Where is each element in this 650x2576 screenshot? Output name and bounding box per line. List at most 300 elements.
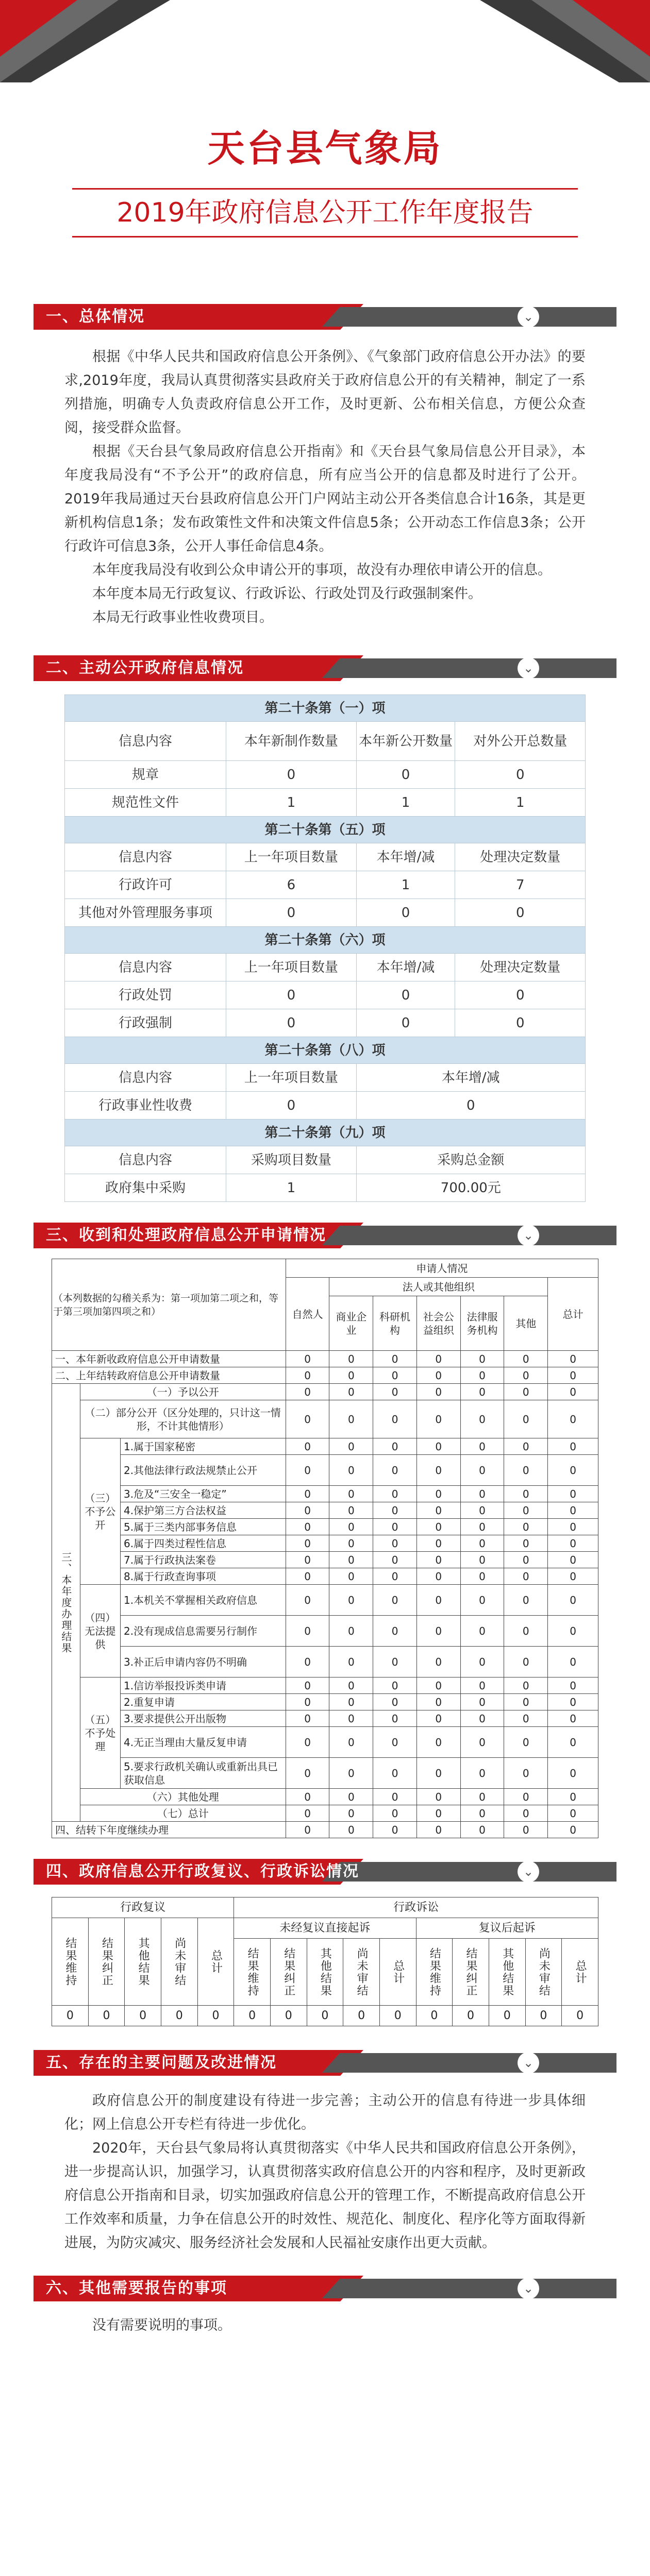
value-cell: 0 (329, 1694, 373, 1710)
value-cell: 0 (286, 1351, 329, 1367)
value-cell: 0 (548, 1694, 598, 1710)
block-title: 第二十条第（五）项 (65, 817, 586, 843)
cell: 6 (226, 871, 357, 899)
col-header: 总计 (562, 1939, 598, 2006)
section-header-2[interactable] (34, 655, 616, 681)
value-cell: 0 (525, 2006, 562, 2026)
review-litigation-table (52, 1897, 598, 2026)
value-cell: 0 (416, 1502, 460, 1519)
col-header: 其他 (504, 1296, 548, 1351)
value-cell: 0 (562, 2006, 598, 2026)
value-cell: 0 (373, 1694, 417, 1710)
col-header: 尚未审结 (343, 1939, 380, 2006)
col-header: 其他结果 (307, 1939, 343, 2006)
corner-note: （本列数据的勾稽关系为：第一项加第二项之和，等于第三项加第四项之和） (52, 1259, 286, 1351)
cell: 0 (356, 1092, 585, 1120)
col-header: 法律服务机构 (460, 1296, 504, 1351)
row-label: （一）予以公开 (80, 1384, 286, 1400)
row-label: 3.要求提供公开出版物 (120, 1710, 286, 1727)
value-cell: 0 (548, 1438, 598, 1455)
value-cell: 0 (416, 1367, 460, 1384)
value-cell: 0 (286, 1519, 329, 1535)
value-cell: 0 (286, 1677, 329, 1694)
value-cell: 0 (343, 2006, 380, 2026)
col-header: 结果维持 (52, 1918, 89, 2006)
value-cell: 0 (329, 1677, 373, 1694)
col-header: 尚未审结 (525, 1939, 562, 2006)
col-header: 信息内容 (65, 722, 226, 761)
cell: 0 (226, 1009, 357, 1037)
value-cell: 0 (504, 1502, 548, 1519)
value-cell: 0 (373, 1535, 417, 1552)
paragraph: 根据《中华人民共和国政府信息公开条例》、《气象部门政府信息公开办法》的要求,2019年度，我局认真贯彻落实县政府关于政府信息公开的有关精神，制定了一系列措施，明确专人负责政府信息公开工作，及时更新、公布相关信息，方便公众查阅，接受群众监督。 (64, 349, 586, 436)
col-header: 总计 (379, 1939, 416, 2006)
col-header: 本年增/减 (356, 954, 455, 981)
cell: 0 (226, 761, 357, 789)
value-cell: 0 (373, 1822, 417, 1838)
value-cell: 0 (373, 1351, 417, 1367)
value-cell: 0 (416, 1789, 460, 1805)
section-header-3[interactable] (34, 1223, 616, 1248)
corner-decoration-top-right (480, 0, 650, 82)
value-cell: 0 (329, 1552, 373, 1568)
col-header: 未经复议直接起诉 (234, 1918, 416, 1939)
section-header-6[interactable] (34, 2276, 616, 2301)
value-cell: 0 (460, 1647, 504, 1677)
value-cell: 0 (460, 1384, 504, 1400)
chevron-down-icon[interactable]: ⌄ (518, 657, 539, 679)
corner-decoration-top-left (0, 0, 170, 82)
value-cell: 0 (460, 1758, 504, 1789)
col-header: 本年增/减 (356, 1064, 585, 1092)
section-header-4[interactable] (34, 1859, 616, 1885)
value-cell: 0 (416, 1647, 460, 1677)
col-header: 本年增/减 (356, 843, 455, 871)
value-cell: 0 (416, 1486, 460, 1502)
value-cell: 0 (548, 1789, 598, 1805)
value-cell: 0 (373, 1438, 417, 1455)
value-cell: 0 (329, 1400, 373, 1438)
value-cell: 0 (416, 1535, 460, 1552)
value-cell: 0 (504, 1727, 548, 1758)
value-cell: 0 (307, 2006, 343, 2026)
value-cell: 0 (88, 2006, 125, 2026)
row-label: 2.重复申请 (120, 1694, 286, 1710)
value-cell: 0 (373, 1727, 417, 1758)
value-cell: 0 (373, 1568, 417, 1585)
value-cell: 0 (286, 1710, 329, 1727)
col-header: 结果纠正 (453, 1939, 489, 2006)
col-header: 总计 (197, 1918, 234, 2006)
row-label: 1.信访举报投诉类申请 (120, 1677, 286, 1694)
value-cell: 0 (416, 1552, 460, 1568)
section-header-1[interactable] (34, 304, 616, 330)
value-cell: 0 (460, 1585, 504, 1616)
value-cell: 0 (460, 1552, 504, 1568)
value-cell: 0 (286, 1647, 329, 1677)
paragraph: 本年度我局没有收到公众申请公开的事项，故没有办理依申请公开的信息。 (92, 562, 552, 578)
proactive-disclosure-table (64, 694, 586, 1202)
section-header-5[interactable] (34, 2050, 616, 2076)
cell: 0 (455, 1009, 586, 1037)
value-cell: 0 (373, 1519, 417, 1535)
row-label: 6.属于四类过程性信息 (120, 1535, 286, 1552)
value-cell: 0 (504, 1616, 548, 1647)
value-cell: 0 (329, 1585, 373, 1616)
value-cell: 0 (373, 1502, 417, 1519)
value-cell: 0 (373, 1367, 417, 1384)
col-header: 信息内容 (65, 954, 226, 981)
value-cell: 0 (286, 1438, 329, 1455)
value-cell: 0 (416, 1455, 460, 1486)
value-cell: 0 (416, 1822, 460, 1838)
col-header: 尚未审结 (161, 1918, 197, 2006)
row-label: 3.危及“三安全一稳定” (120, 1486, 286, 1502)
paragraph: 2020年，天台县气象局将认真贯彻落实《中华人民共和国政府信息公开条例》，进一步提高认识，加强学习，认真贯彻落实政府信息公开的内容和程序，及时更新政府信息公开指南和目录，切实加强政府信息公开的管理工作，不断提高政府信息公开工作效率和质量，力争在信息公开的时效性、规范化、制度化、程序化等方面取得新进展，为防灾减灾、服务经济社会发展和人民福祉安康作出更大贡献。 (64, 2140, 586, 2251)
col-header: 本年新公开数量 (356, 722, 455, 761)
cell: 1 (356, 871, 455, 899)
value-cell: 0 (329, 1822, 373, 1838)
value-cell: 0 (379, 2006, 416, 2026)
value-cell: 0 (460, 1519, 504, 1535)
value-cell: 0 (548, 1585, 598, 1616)
chevron-down-icon[interactable]: ⌄ (518, 306, 539, 328)
value-cell: 0 (453, 2006, 489, 2026)
value-cell: 0 (504, 1552, 548, 1568)
value-cell: 0 (125, 2006, 161, 2026)
value-cell: 0 (286, 1367, 329, 1384)
col-header: 上一年项目数量 (226, 954, 357, 981)
value-cell: 0 (504, 1710, 548, 1727)
col-header: 自然人 (286, 1278, 329, 1351)
value-cell: 0 (416, 1616, 460, 1647)
value-cell: 0 (460, 1455, 504, 1486)
value-cell: 0 (548, 1647, 598, 1677)
group-label: （四）无法提供 (80, 1585, 120, 1677)
value-cell: 0 (286, 1552, 329, 1568)
value-cell: 0 (460, 1822, 504, 1838)
section-title: 六、其他需要报告的事项 (46, 2279, 227, 2297)
value-cell: 0 (548, 1677, 598, 1694)
col-header: 结果纠正 (88, 1918, 125, 2006)
section-title: 二、主动公开政府信息情况 (46, 659, 244, 677)
value-cell: 0 (504, 1789, 548, 1805)
col-header: 本年新制作数量 (226, 722, 357, 761)
cell: 行政许可 (65, 871, 226, 899)
value-cell: 0 (460, 1351, 504, 1367)
section-title: 五、存在的主要问题及改进情况 (46, 2054, 277, 2072)
cell: 0 (455, 981, 586, 1009)
value-cell: 0 (286, 1616, 329, 1647)
value-cell: 0 (504, 1585, 548, 1616)
cell: 1 (455, 789, 586, 817)
section-title: 三、收到和处理政府信息公开申请情况 (46, 1226, 326, 1244)
value-cell: 0 (329, 1647, 373, 1677)
cell: 0 (226, 1092, 357, 1120)
value-cell: 0 (548, 1552, 598, 1568)
value-cell: 0 (416, 1758, 460, 1789)
row-label: 4.无正当理由大量反复申请 (120, 1727, 286, 1758)
row-label: 二、上年结转政府信息公开申请数量 (52, 1367, 286, 1384)
value-cell: 0 (548, 1758, 598, 1789)
row-label: 四、结转下年度继续办理 (52, 1822, 286, 1838)
value-cell: 0 (286, 1727, 329, 1758)
value-cell: 0 (460, 1568, 504, 1585)
value-cell: 0 (548, 1455, 598, 1486)
paragraph: 没有需要说明的事项。 (92, 2317, 231, 2333)
value-cell: 0 (329, 1351, 373, 1367)
value-cell: 0 (460, 1616, 504, 1647)
block-title: 第二十条第（九）项 (65, 1120, 586, 1146)
value-cell: 0 (416, 1384, 460, 1400)
value-cell: 0 (548, 1727, 598, 1758)
value-cell: 0 (416, 1727, 460, 1758)
block-title: 第二十条第（八）项 (65, 1037, 586, 1064)
row-label: 4.保护第三方合法权益 (120, 1502, 286, 1519)
value-cell: 0 (373, 1455, 417, 1486)
row-label: （二）部分公开（区分处理的，只计这一情形，不计其他情形） (80, 1400, 286, 1438)
value-cell: 0 (286, 1384, 329, 1400)
row-label: （六）其他处理 (80, 1789, 286, 1805)
value-cell: 0 (416, 1400, 460, 1438)
value-cell: 0 (286, 1568, 329, 1585)
value-cell: 0 (329, 1519, 373, 1535)
value-cell: 0 (504, 1677, 548, 1694)
value-cell: 0 (329, 1384, 373, 1400)
value-cell: 0 (460, 1710, 504, 1727)
paragraph: 政府信息公开的制度建设有待进一步完善；主动公开的信息有待进一步具体细化；网上信息公开专栏有待进一步优化。 (64, 2093, 586, 2132)
block-title: 第二十条第（六）项 (65, 927, 586, 954)
value-cell: 0 (460, 1400, 504, 1438)
value-cell: 0 (548, 1822, 598, 1838)
value-cell: 0 (329, 1455, 373, 1486)
value-cell: 0 (548, 1351, 598, 1367)
value-cell: 0 (373, 1552, 417, 1568)
cell: 行政处罚 (65, 981, 226, 1009)
row-label: 2.没有现成信息需要另行制作 (120, 1616, 286, 1647)
value-cell: 0 (548, 1616, 598, 1647)
value-cell: 0 (548, 1384, 598, 1400)
value-cell: 0 (504, 1519, 548, 1535)
col-header: 结果维持 (234, 1939, 271, 2006)
value-cell: 0 (504, 1805, 548, 1822)
cell: 0 (455, 761, 586, 789)
col-header: 总计 (548, 1278, 598, 1351)
value-cell: 0 (373, 1677, 417, 1694)
value-cell: 0 (504, 1822, 548, 1838)
value-cell: 0 (329, 1805, 373, 1822)
chevron-down-icon[interactable]: ⌄ (518, 1225, 539, 1246)
value-cell: 0 (329, 1727, 373, 1758)
cell: 700.00元 (356, 1174, 585, 1202)
value-cell: 0 (504, 1455, 548, 1486)
value-cell: 0 (286, 1535, 329, 1552)
value-cell: 0 (416, 1568, 460, 1585)
cell: 0 (356, 899, 455, 927)
group-label: 三、本年度办理结果 (52, 1384, 80, 1822)
row-label: 8.属于行政查询事项 (120, 1568, 286, 1585)
value-cell: 0 (373, 1486, 417, 1502)
value-cell: 0 (548, 1486, 598, 1502)
value-cell: 0 (286, 1455, 329, 1486)
value-cell: 0 (373, 1400, 417, 1438)
col-header: 对外公开总数量 (455, 722, 586, 761)
value-cell: 0 (460, 1677, 504, 1694)
value-cell: 0 (416, 1710, 460, 1727)
value-cell: 0 (416, 1585, 460, 1616)
value-cell: 0 (373, 1710, 417, 1727)
block-title: 第二十条第（一）项 (65, 695, 586, 722)
value-cell: 0 (373, 1585, 417, 1616)
chevron-down-icon[interactable]: ⌄ (518, 2278, 539, 2299)
value-cell: 0 (373, 1616, 417, 1647)
value-cell: 0 (329, 1535, 373, 1552)
cell: 1 (226, 1174, 357, 1202)
col-header: 上一年项目数量 (226, 1064, 357, 1092)
value-cell: 0 (548, 1805, 598, 1822)
section-5-body (64, 2089, 586, 2255)
value-cell: 0 (416, 1805, 460, 1822)
group-label: （三）不予公开 (80, 1438, 120, 1585)
cell: 0 (356, 981, 455, 1009)
paragraph: 根据《天台县气象局政府信息公开指南》和《天台县气象局信息公开目录》，本年度我局没有“不予公开”的政府信息，所有应当公开的信息都及时进行了公开。2019年我局通过天台县政府信息公开门户网站主动公开各类信息合计16条，其是更新机构信息1条；发布政策性文件和决策文件信息5条；公开动态工作信息3条；公开行政许可信息3条，公开人事任命信息4条。 (64, 444, 586, 554)
value-cell: 0 (329, 1710, 373, 1727)
value-cell: 0 (548, 1400, 598, 1438)
value-cell: 0 (234, 2006, 271, 2026)
paragraph: 本年度本局无行政复议、行政诉讼、行政处罚及行政强制案件。 (92, 586, 482, 602)
value-cell: 0 (270, 2006, 307, 2026)
col-header: 法人或其他组织 (329, 1278, 548, 1296)
value-cell: 0 (161, 2006, 197, 2026)
value-cell: 0 (548, 1519, 598, 1535)
cell: 行政事业性收费 (65, 1092, 226, 1120)
cell: 规范性文件 (65, 789, 226, 817)
cell: 规章 (65, 761, 226, 789)
row-label: 3.补正后申请内容仍不明确 (120, 1647, 286, 1677)
report-header (0, 0, 650, 258)
value-cell: 0 (460, 1438, 504, 1455)
chevron-down-icon[interactable]: ⌄ (518, 1861, 539, 1883)
row-label: 一、本年新收政府信息公开申请数量 (52, 1351, 286, 1367)
col-header: 行政诉讼 (234, 1897, 598, 1918)
value-cell: 0 (286, 1400, 329, 1438)
cell: 政府集中采购 (65, 1174, 226, 1202)
value-cell: 0 (548, 1367, 598, 1384)
cell: 0 (455, 899, 586, 927)
value-cell: 0 (548, 1502, 598, 1519)
row-label: 5.属于三类内部事务信息 (120, 1519, 286, 1535)
value-cell: 0 (52, 2006, 89, 2026)
cell: 0 (356, 761, 455, 789)
value-cell: 0 (286, 1486, 329, 1502)
value-cell: 0 (329, 1367, 373, 1384)
value-cell: 0 (460, 1694, 504, 1710)
value-cell: 0 (286, 1822, 329, 1838)
value-cell: 0 (416, 1351, 460, 1367)
col-header: 科研机构 (373, 1296, 417, 1351)
value-cell: 0 (416, 1519, 460, 1535)
value-cell: 0 (416, 2006, 453, 2026)
row-label: 2.其他法律行政法规禁止公开 (120, 1455, 286, 1486)
value-cell: 0 (504, 1367, 548, 1384)
value-cell: 0 (460, 1805, 504, 1822)
value-cell: 0 (504, 1486, 548, 1502)
col-header: 社会公益组织 (416, 1296, 460, 1351)
value-cell: 0 (504, 1568, 548, 1585)
value-cell: 0 (548, 1535, 598, 1552)
section-title: 四、政府信息公开行政复议、行政诉讼情况 (46, 1862, 359, 1880)
section-title: 一、总体情况 (46, 308, 145, 326)
value-cell: 0 (286, 1585, 329, 1616)
col-header: 信息内容 (65, 1064, 226, 1092)
value-cell: 0 (504, 1384, 548, 1400)
value-cell: 0 (489, 2006, 525, 2026)
value-cell: 0 (460, 1727, 504, 1758)
row-label: 7.属于行政执法案卷 (120, 1552, 286, 1568)
value-cell: 0 (504, 1438, 548, 1455)
value-cell: 0 (329, 1758, 373, 1789)
value-cell: 0 (504, 1758, 548, 1789)
value-cell: 0 (373, 1789, 417, 1805)
value-cell: 0 (329, 1486, 373, 1502)
cell: 0 (356, 1009, 455, 1037)
col-header: 采购项目数量 (226, 1146, 357, 1174)
report-title: 2019年政府信息公开工作年度报告 (72, 188, 578, 238)
row-label: 1.本机关不掌握相关政府信息 (120, 1585, 286, 1616)
value-cell: 0 (329, 1568, 373, 1585)
col-header: 复议后起诉 (416, 1918, 598, 1939)
value-cell: 0 (286, 1758, 329, 1789)
col-header: 其他结果 (125, 1918, 161, 2006)
value-cell: 0 (460, 1535, 504, 1552)
value-cell: 0 (504, 1351, 548, 1367)
value-cell: 0 (504, 1647, 548, 1677)
value-cell: 0 (416, 1677, 460, 1694)
value-cell: 0 (373, 1647, 417, 1677)
col-header: 信息内容 (65, 843, 226, 871)
value-cell: 0 (329, 1616, 373, 1647)
value-cell: 0 (416, 1438, 460, 1455)
value-cell: 0 (460, 1367, 504, 1384)
value-cell: 0 (197, 2006, 234, 2026)
value-cell: 0 (460, 1486, 504, 1502)
application-handling-table (52, 1259, 598, 1838)
value-cell: 0 (416, 1694, 460, 1710)
cell: 其他对外管理服务事项 (65, 899, 226, 927)
value-cell: 0 (460, 1789, 504, 1805)
cell: 行政强制 (65, 1009, 226, 1037)
value-cell: 0 (504, 1694, 548, 1710)
col-header: 处理决定数量 (455, 843, 586, 871)
col-header: 商业企业 (329, 1296, 373, 1351)
cell: 7 (455, 871, 586, 899)
section-6-body (64, 2314, 586, 2337)
cell: 0 (226, 981, 357, 1009)
col-header: 行政复议 (52, 1897, 234, 1918)
chevron-down-icon[interactable]: ⌄ (518, 2052, 539, 2074)
value-cell: 0 (329, 1438, 373, 1455)
value-cell: 0 (373, 1805, 417, 1822)
value-cell: 0 (329, 1502, 373, 1519)
section-1-body (64, 345, 586, 630)
col-header: 其他结果 (489, 1939, 525, 2006)
value-cell: 0 (373, 1758, 417, 1789)
col-header: 信息内容 (65, 1146, 226, 1174)
value-cell: 0 (286, 1694, 329, 1710)
org-title: 天台县气象局 (207, 127, 443, 170)
col-header: 申请人情况 (286, 1259, 598, 1278)
group-label: （五）不予处理 (80, 1677, 120, 1789)
